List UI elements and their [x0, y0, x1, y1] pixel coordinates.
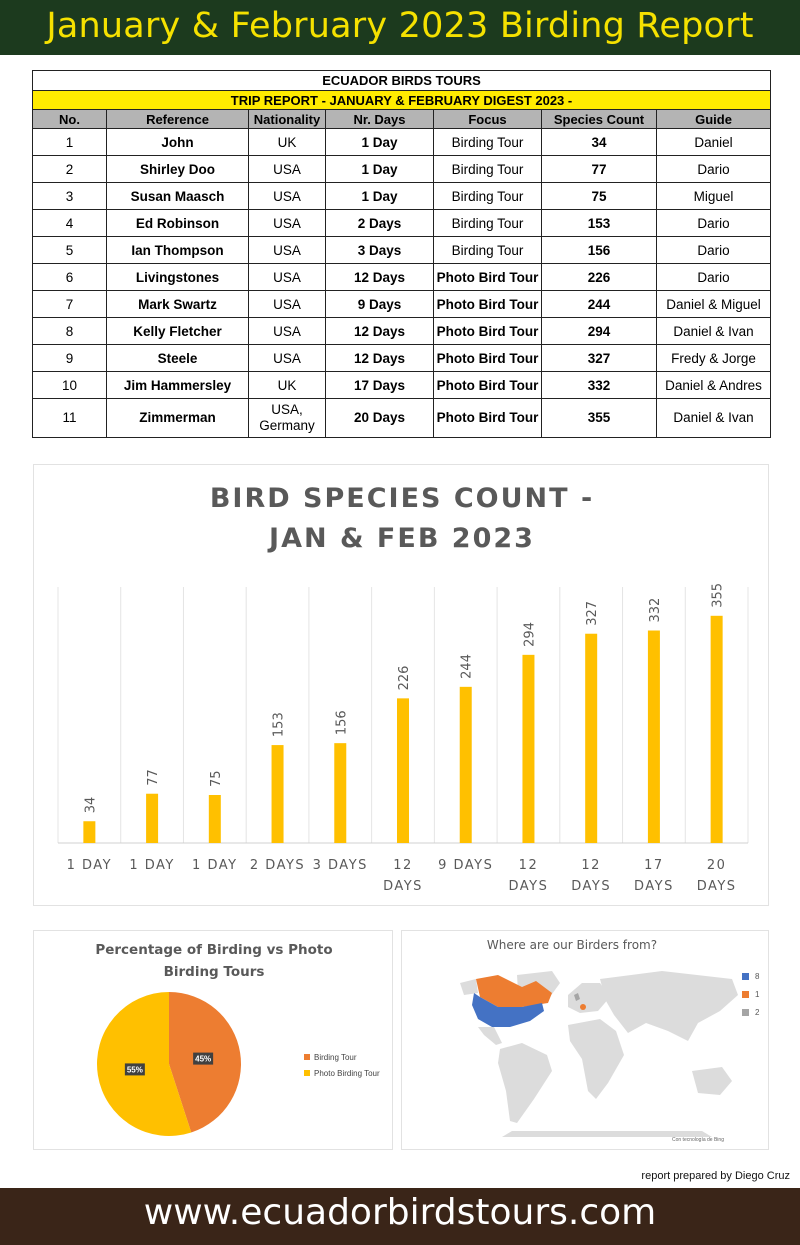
data-label: 156 [334, 710, 350, 736]
category-label: 9 DAYS [438, 858, 494, 873]
cell-guide: Daniel & Miguel [657, 291, 771, 318]
cell-reference: Mark Swartz [107, 291, 249, 318]
cell-no: 8 [33, 318, 107, 345]
legend-swatch [304, 1054, 310, 1060]
bar-chart-title-line1: BIRD SPECIES COUNT - [209, 483, 595, 514]
map-legend-item [742, 1003, 759, 1021]
legend-label: 1 [755, 989, 760, 999]
legend-label: Photo Birding Tour [314, 1068, 380, 1078]
table-row [33, 291, 771, 318]
cell-days: 12 Days [326, 318, 434, 345]
cell-species-count: 75 [542, 183, 657, 210]
cell-guide: Dario [657, 156, 771, 183]
cell-reference: Jim Hammersley [107, 372, 249, 399]
table-row [33, 156, 771, 183]
report-subtitle: TRIP REPORT - JANUARY & FEBRUARY DIGEST 2023 - [33, 91, 771, 110]
pie-legend-item-photo [304, 1065, 380, 1081]
cell-days: 3 Days [326, 237, 434, 264]
cell-species-count: 355 [542, 399, 657, 438]
data-label: 294 [522, 622, 538, 647]
cell-no: 2 [33, 156, 107, 183]
germany-region [580, 1004, 586, 1010]
col-header-reference: Reference [107, 110, 249, 129]
cell-reference: John [107, 129, 249, 156]
cell-no: 4 [33, 210, 107, 237]
cell-guide: Daniel & Ivan [657, 318, 771, 345]
cell-species-count: 332 [542, 372, 657, 399]
category-label: 12 [581, 858, 601, 873]
cell-no: 5 [33, 237, 107, 264]
cell-no: 11 [33, 399, 107, 438]
website-banner[interactable]: www.ecuadorbirdstours.com [0, 1188, 800, 1245]
data-label: 355 [710, 582, 726, 608]
cell-species-count: 153 [542, 210, 657, 237]
cell-guide: Daniel & Andres [657, 372, 771, 399]
birders-origin-map-card [401, 930, 769, 1150]
cell-nationality: USA [249, 156, 326, 183]
cell-guide: Dario [657, 210, 771, 237]
table-row [33, 210, 771, 237]
cell-guide: Dario [657, 237, 771, 264]
cell-no: 6 [33, 264, 107, 291]
cell-focus: Birding Tour [434, 210, 542, 237]
category-label: DAYS [633, 879, 674, 894]
cell-focus: Photo Bird Tour [434, 372, 542, 399]
cell-no: 9 [33, 345, 107, 372]
data-label: 327 [585, 600, 601, 626]
report-title-banner: January & February 2023 Birding Report [0, 0, 800, 55]
cell-species-count: 34 [542, 129, 657, 156]
col-header-guide: Guide [657, 110, 771, 129]
cell-reference: Livingstones [107, 264, 249, 291]
cell-focus: Photo Bird Tour [434, 399, 542, 438]
data-label: 45% [195, 1054, 212, 1064]
category-label: 1 DAY [129, 858, 175, 873]
prepared-by-note: report prepared by Diego Cruz [641, 1170, 790, 1182]
bar [585, 634, 597, 843]
table-row [33, 129, 771, 156]
australia-shape [692, 1067, 732, 1095]
cell-reference: Ed Robinson [107, 210, 249, 237]
category-label: 1 DAY [66, 858, 113, 873]
category-label: DAYS [383, 879, 423, 894]
map-credit: Con tecnología de Bing [672, 1137, 724, 1143]
legend-swatch [304, 1070, 310, 1076]
legend-label: Birding Tour [314, 1052, 357, 1062]
cell-focus: Birding Tour [434, 129, 542, 156]
cell-days: 1 Day [326, 183, 434, 210]
cell-guide: Dario [657, 264, 771, 291]
cell-reference: Kelly Fletcher [107, 318, 249, 345]
cell-reference: Shirley Doo [107, 156, 249, 183]
cell-focus: Birding Tour [434, 183, 542, 210]
col-header-nationality: Nationality [249, 110, 326, 129]
cell-no: 7 [33, 291, 107, 318]
cell-nationality: UK [249, 129, 326, 156]
category-label: 1 DAY [192, 858, 238, 873]
table-header-row [33, 110, 771, 129]
cell-guide: Miguel [657, 183, 771, 210]
cell-guide: Daniel & Ivan [657, 399, 771, 438]
category-label: 2 DAYS [249, 858, 306, 873]
category-label: 12 [518, 858, 539, 873]
cell-no: 10 [33, 372, 107, 399]
category-label: DAYS [696, 879, 737, 894]
africa-shape [568, 1019, 624, 1099]
cell-focus: Photo Bird Tour [434, 345, 542, 372]
cell-days: 2 Days [326, 210, 434, 237]
cell-days: 20 Days [326, 399, 434, 438]
data-label: 55% [126, 1065, 143, 1075]
cell-species-count: 327 [542, 345, 657, 372]
category-label: 20 [706, 858, 727, 873]
table-row [33, 372, 771, 399]
bar [146, 794, 158, 843]
central-america-shape [478, 1027, 502, 1045]
category-label: DAYS [571, 879, 612, 894]
cell-species-count: 244 [542, 291, 657, 318]
category-label: DAYS [508, 879, 549, 894]
cell-species-count: 294 [542, 318, 657, 345]
cell-nationality: USA [249, 210, 326, 237]
cell-nationality: USA [249, 264, 326, 291]
cell-nationality: USA [249, 183, 326, 210]
alaska-shape [460, 979, 478, 995]
cell-no: 3 [33, 183, 107, 210]
data-label: 226 [397, 665, 412, 691]
cell-no: 1 [33, 129, 107, 156]
cell-reference: Ian Thompson [107, 237, 249, 264]
map-legend-item [742, 985, 759, 1003]
data-label: 75 [208, 770, 224, 787]
cell-species-count: 77 [542, 156, 657, 183]
data-label: 244 [459, 654, 475, 679]
south-america-shape [498, 1043, 552, 1123]
bar [648, 631, 660, 843]
legend-swatch [742, 973, 749, 980]
table-row [33, 264, 771, 291]
cell-focus: Photo Bird Tour [434, 291, 542, 318]
cell-days: 17 Days [326, 372, 434, 399]
world-map [402, 931, 770, 1151]
map-legend-item [742, 967, 759, 985]
bar [460, 687, 472, 843]
bar [83, 821, 95, 843]
cell-nationality: UK [249, 372, 326, 399]
legend-label: 8 [755, 971, 760, 981]
cell-species-count: 226 [542, 264, 657, 291]
legend-label: 2 [755, 1007, 760, 1017]
tour-type-pie-chart [34, 931, 394, 1151]
cell-guide: Daniel [657, 129, 771, 156]
pie-legend [304, 1049, 380, 1081]
col-header-no: No. [33, 110, 107, 129]
pie-chart-title: Percentage of Birding vs Photo Birding Tours [95, 942, 333, 980]
bar-chart-title-line2: JAN & FEB 2023 [269, 523, 535, 554]
table-row [33, 318, 771, 345]
cell-species-count: 156 [542, 237, 657, 264]
trip-report-table [32, 70, 771, 438]
cell-focus: Birding Tour [434, 156, 542, 183]
col-header-species-count: Species Count [542, 110, 657, 129]
company-name: ECUADOR BIRDS TOURS [33, 71, 771, 91]
bar [522, 655, 534, 843]
data-label: 153 [271, 712, 287, 738]
cell-nationality: USA [249, 237, 326, 264]
cell-nationality: USA [249, 318, 326, 345]
col-header-focus: Focus [434, 110, 542, 129]
cell-reference: Steele [107, 345, 249, 372]
cell-nationality: USA, Germany [249, 399, 326, 438]
category-label: 3 DAYS [312, 858, 368, 873]
table-row [33, 183, 771, 210]
table-row [33, 345, 771, 372]
cell-days: 1 Day [326, 129, 434, 156]
cell-focus: Photo Bird Tour [434, 318, 542, 345]
table-row [33, 399, 771, 438]
bar [209, 795, 221, 843]
pie-legend-item-birding [304, 1049, 380, 1065]
cell-focus: Birding Tour [434, 237, 542, 264]
legend-swatch [742, 991, 749, 998]
cell-reference: Susan Maasch [107, 183, 249, 210]
cell-reference: Zimmerman [107, 399, 249, 438]
data-label: 332 [647, 597, 663, 623]
cell-days: 1 Day [326, 156, 434, 183]
bar-chart-title [34, 479, 770, 559]
cell-nationality: USA [249, 345, 326, 372]
species-bar-chart-card [33, 464, 769, 906]
data-label: 77 [146, 769, 162, 786]
category-label: 17 [644, 858, 664, 873]
bar [272, 745, 284, 843]
legend-swatch [742, 1009, 749, 1016]
cell-days: 9 Days [326, 291, 434, 318]
map-title: Where are our Birders from? [486, 938, 658, 952]
asia-shape [600, 971, 738, 1041]
table-row [33, 237, 771, 264]
cell-guide: Fredy & Jorge [657, 345, 771, 372]
col-header-days: Nr. Days [326, 110, 434, 129]
cell-days: 12 Days [326, 264, 434, 291]
tour-type-pie-card [33, 930, 393, 1150]
category-label: 12 [393, 858, 413, 873]
map-legend [742, 967, 759, 1021]
bar [397, 698, 409, 843]
data-label: 34 [83, 796, 99, 814]
bar [334, 743, 346, 843]
cell-nationality: USA [249, 291, 326, 318]
cell-focus: Photo Bird Tour [434, 264, 542, 291]
cell-days: 12 Days [326, 345, 434, 372]
bar [711, 616, 723, 843]
